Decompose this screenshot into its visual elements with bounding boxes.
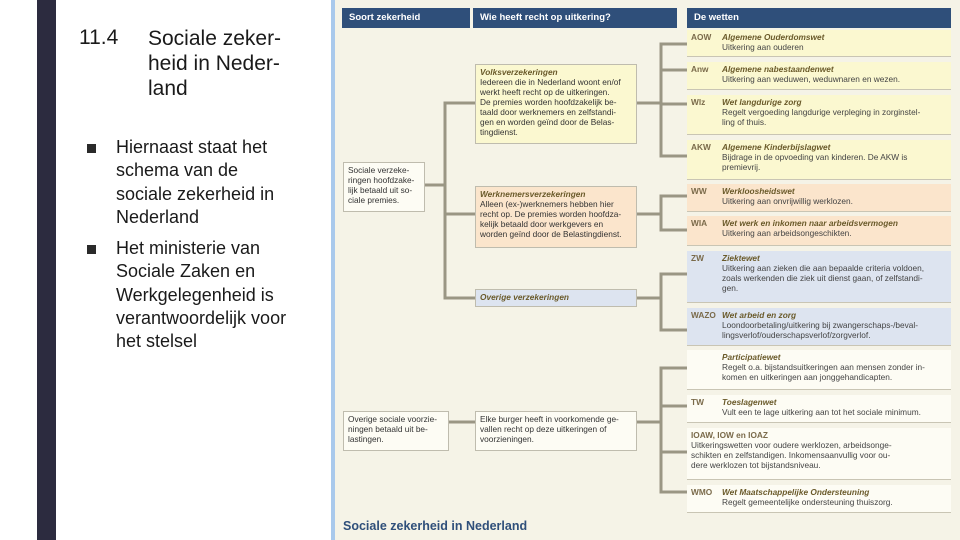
law-code: WAZO bbox=[691, 310, 716, 320]
bullet-square-icon bbox=[87, 144, 96, 153]
mid-box-overige-verzekeringen bbox=[475, 289, 637, 307]
mid-box-volksverzekeringen bbox=[475, 64, 637, 144]
law-row-wia bbox=[687, 216, 951, 246]
law-row-wazo bbox=[687, 308, 951, 346]
law-name bbox=[722, 97, 947, 127]
law-row-participatiewet bbox=[687, 350, 951, 390]
law-row-ioaw bbox=[687, 428, 951, 480]
law-row-anw bbox=[687, 62, 951, 90]
law-desc: Uitkering aan weduwen, weduwnaren en wezen. bbox=[722, 74, 901, 84]
header-soort-zekerheid: Soort zekerheid bbox=[342, 8, 470, 28]
law-code: AKW bbox=[691, 142, 711, 152]
law-name bbox=[722, 310, 947, 340]
law-desc: Bijdrage in de opvoeding van kinderen. De AKW is premievrij. bbox=[722, 152, 908, 172]
law-name bbox=[722, 218, 947, 238]
social-security-schema bbox=[335, 0, 960, 540]
law-title: Algemene nabestaandenwet bbox=[722, 64, 834, 74]
law-desc: Regelt gemeentelijke ondersteuning thuiszorg. bbox=[722, 497, 893, 507]
law-code: WIA bbox=[691, 218, 708, 228]
connector-line bbox=[637, 368, 687, 492]
law-desc: Uitkering aan arbeidsongeschikten. bbox=[722, 228, 852, 238]
law-row-aow bbox=[687, 30, 951, 57]
left-box-sociale-verzekeringen: Sociale verzeke- ringen hoofdzake- lijk betaald uit so- ciale premies. bbox=[343, 162, 425, 212]
bullet-square-icon bbox=[87, 245, 96, 254]
connector-line bbox=[445, 214, 475, 298]
connector-line bbox=[637, 44, 687, 103]
connector-line bbox=[425, 103, 475, 185]
law-name bbox=[722, 487, 947, 507]
law-name bbox=[722, 142, 947, 172]
left-accent-bar bbox=[37, 0, 56, 540]
law-name bbox=[722, 64, 947, 84]
law-title: Wet langdurige zorg bbox=[722, 97, 802, 107]
connector-line bbox=[661, 70, 687, 156]
bullet-text: Hiernaast staat het schema van de sociale zekerheid in Nederland bbox=[116, 137, 275, 227]
law-row-wlz bbox=[687, 95, 951, 135]
law-code: IOAW, IOW en IOAZ bbox=[691, 430, 768, 440]
mid-box-text: Elke burger heeft in voorkomende ge- vallen recht op deze uitkeringen of voorzieningen. bbox=[480, 414, 619, 444]
schema-caption: Sociale zekerheid in Nederland bbox=[343, 519, 528, 533]
header-wie-heeft-recht: Wie heeft recht op uitkering? bbox=[473, 8, 677, 28]
mid-box-head: Overige verzekeringen bbox=[480, 292, 570, 302]
law-desc: Regelt vergoeding langdurige verpleging in zorginstel- ling of thuis. bbox=[722, 107, 921, 127]
law-code: WMO bbox=[691, 487, 713, 497]
law-name bbox=[722, 186, 947, 206]
section-number: 11.4 bbox=[79, 26, 119, 49]
law-name bbox=[722, 32, 947, 52]
connector-line bbox=[445, 185, 475, 214]
law-desc: Regelt o.a. bijstandsuitkeringen aan mensen zonder in- komen en uitkeringen aan jonggehandicapten. bbox=[722, 362, 925, 382]
law-title: Wet Maatschappelijke Ondersteuning bbox=[722, 487, 870, 497]
law-desc: Uitkering aan onvrijwillig werklozen. bbox=[722, 196, 853, 206]
connector-line bbox=[637, 196, 687, 230]
header-de-wetten: De wetten bbox=[687, 8, 951, 28]
mid-box-text: Iedereen die in Nederland woont en/of werkt heeft recht op de uitkeringen. De premies worden hoofdzakelijk be- taald door werknemers en zelfstandi- gen en worden geïnd door de Belas- tingdienst. bbox=[480, 77, 621, 137]
law-code: TW bbox=[691, 397, 704, 407]
law-title: Ziektewet bbox=[722, 253, 760, 263]
law-row-ww bbox=[687, 184, 951, 212]
law-title: Algemene Ouderdomswet bbox=[722, 32, 825, 42]
law-title: Algemene Kinderbijslagwet bbox=[722, 142, 831, 152]
law-title: Wet werk en inkomen naar arbeidsvermogen bbox=[722, 218, 898, 228]
law-desc: Uitkeringswetten voor oudere werklozen, arbeidsonge- schikten en zelfstandigen. Inkomensaanvullig voor ou- dere werklozen tot bijstandsniveau. bbox=[691, 440, 892, 470]
law-name bbox=[722, 352, 947, 382]
mid-box-head: Volksverzekeringen bbox=[480, 67, 558, 77]
law-row-tw bbox=[687, 395, 951, 423]
slide-title: Sociale zeker- heid in Neder- land bbox=[148, 27, 282, 100]
law-title: Toeslagenwet bbox=[722, 397, 777, 407]
connector-line bbox=[637, 274, 687, 330]
law-code: AOW bbox=[691, 32, 712, 42]
law-row-zw bbox=[687, 251, 951, 303]
law-code: WW bbox=[691, 186, 707, 196]
law-title: Participatiewet bbox=[722, 352, 781, 362]
law-row-akw bbox=[687, 140, 951, 180]
bullet-text: Het ministerie van Sociale Zaken en Werkgelegenheid is verantwoordelijk voor het stelsel bbox=[116, 238, 287, 352]
mid-box-head: Werknemersverzekeringen bbox=[480, 189, 586, 199]
mid-box-text: Alleen (ex-)werknemers hebben hier recht op. De premies worden hoofdza- kelijk betaald door werkgevers en worden geïnd door de Belastingdienst. bbox=[480, 199, 622, 239]
law-name bbox=[722, 253, 947, 293]
law-desc: Loondoorbetaling/uitkering bij zwangerschaps-/beval- lingsverlof/ouderschapsverlof/zorgverlof. bbox=[722, 320, 919, 340]
law-code: Anw bbox=[691, 64, 709, 74]
law-title: Wet arbeid en zorg bbox=[722, 310, 797, 320]
mid-box-elke-burger bbox=[475, 411, 637, 451]
mid-box-werknemersverzekeringen bbox=[475, 186, 637, 248]
law-code: Wlz bbox=[691, 97, 706, 107]
law-code: ZW bbox=[691, 253, 704, 263]
law-desc: Uitkering aan zieken die aan bepaalde criteria voldoen, zoals werkenden die ziek uit dienst gaan, of zelfstandi- gen. bbox=[722, 263, 925, 293]
law-name bbox=[722, 397, 947, 417]
left-box-overige-voorzieningen: Overige sociale voorzie- ningen betaald uit be- lastingen. bbox=[343, 411, 449, 451]
law-title: Werkloosheidswet bbox=[722, 186, 795, 196]
law-desc: Vult een te lage uitkering aan tot het sociale minimum. bbox=[722, 407, 921, 417]
law-desc: Uitkering aan ouderen bbox=[722, 42, 804, 52]
law-row-wmo bbox=[687, 485, 951, 513]
